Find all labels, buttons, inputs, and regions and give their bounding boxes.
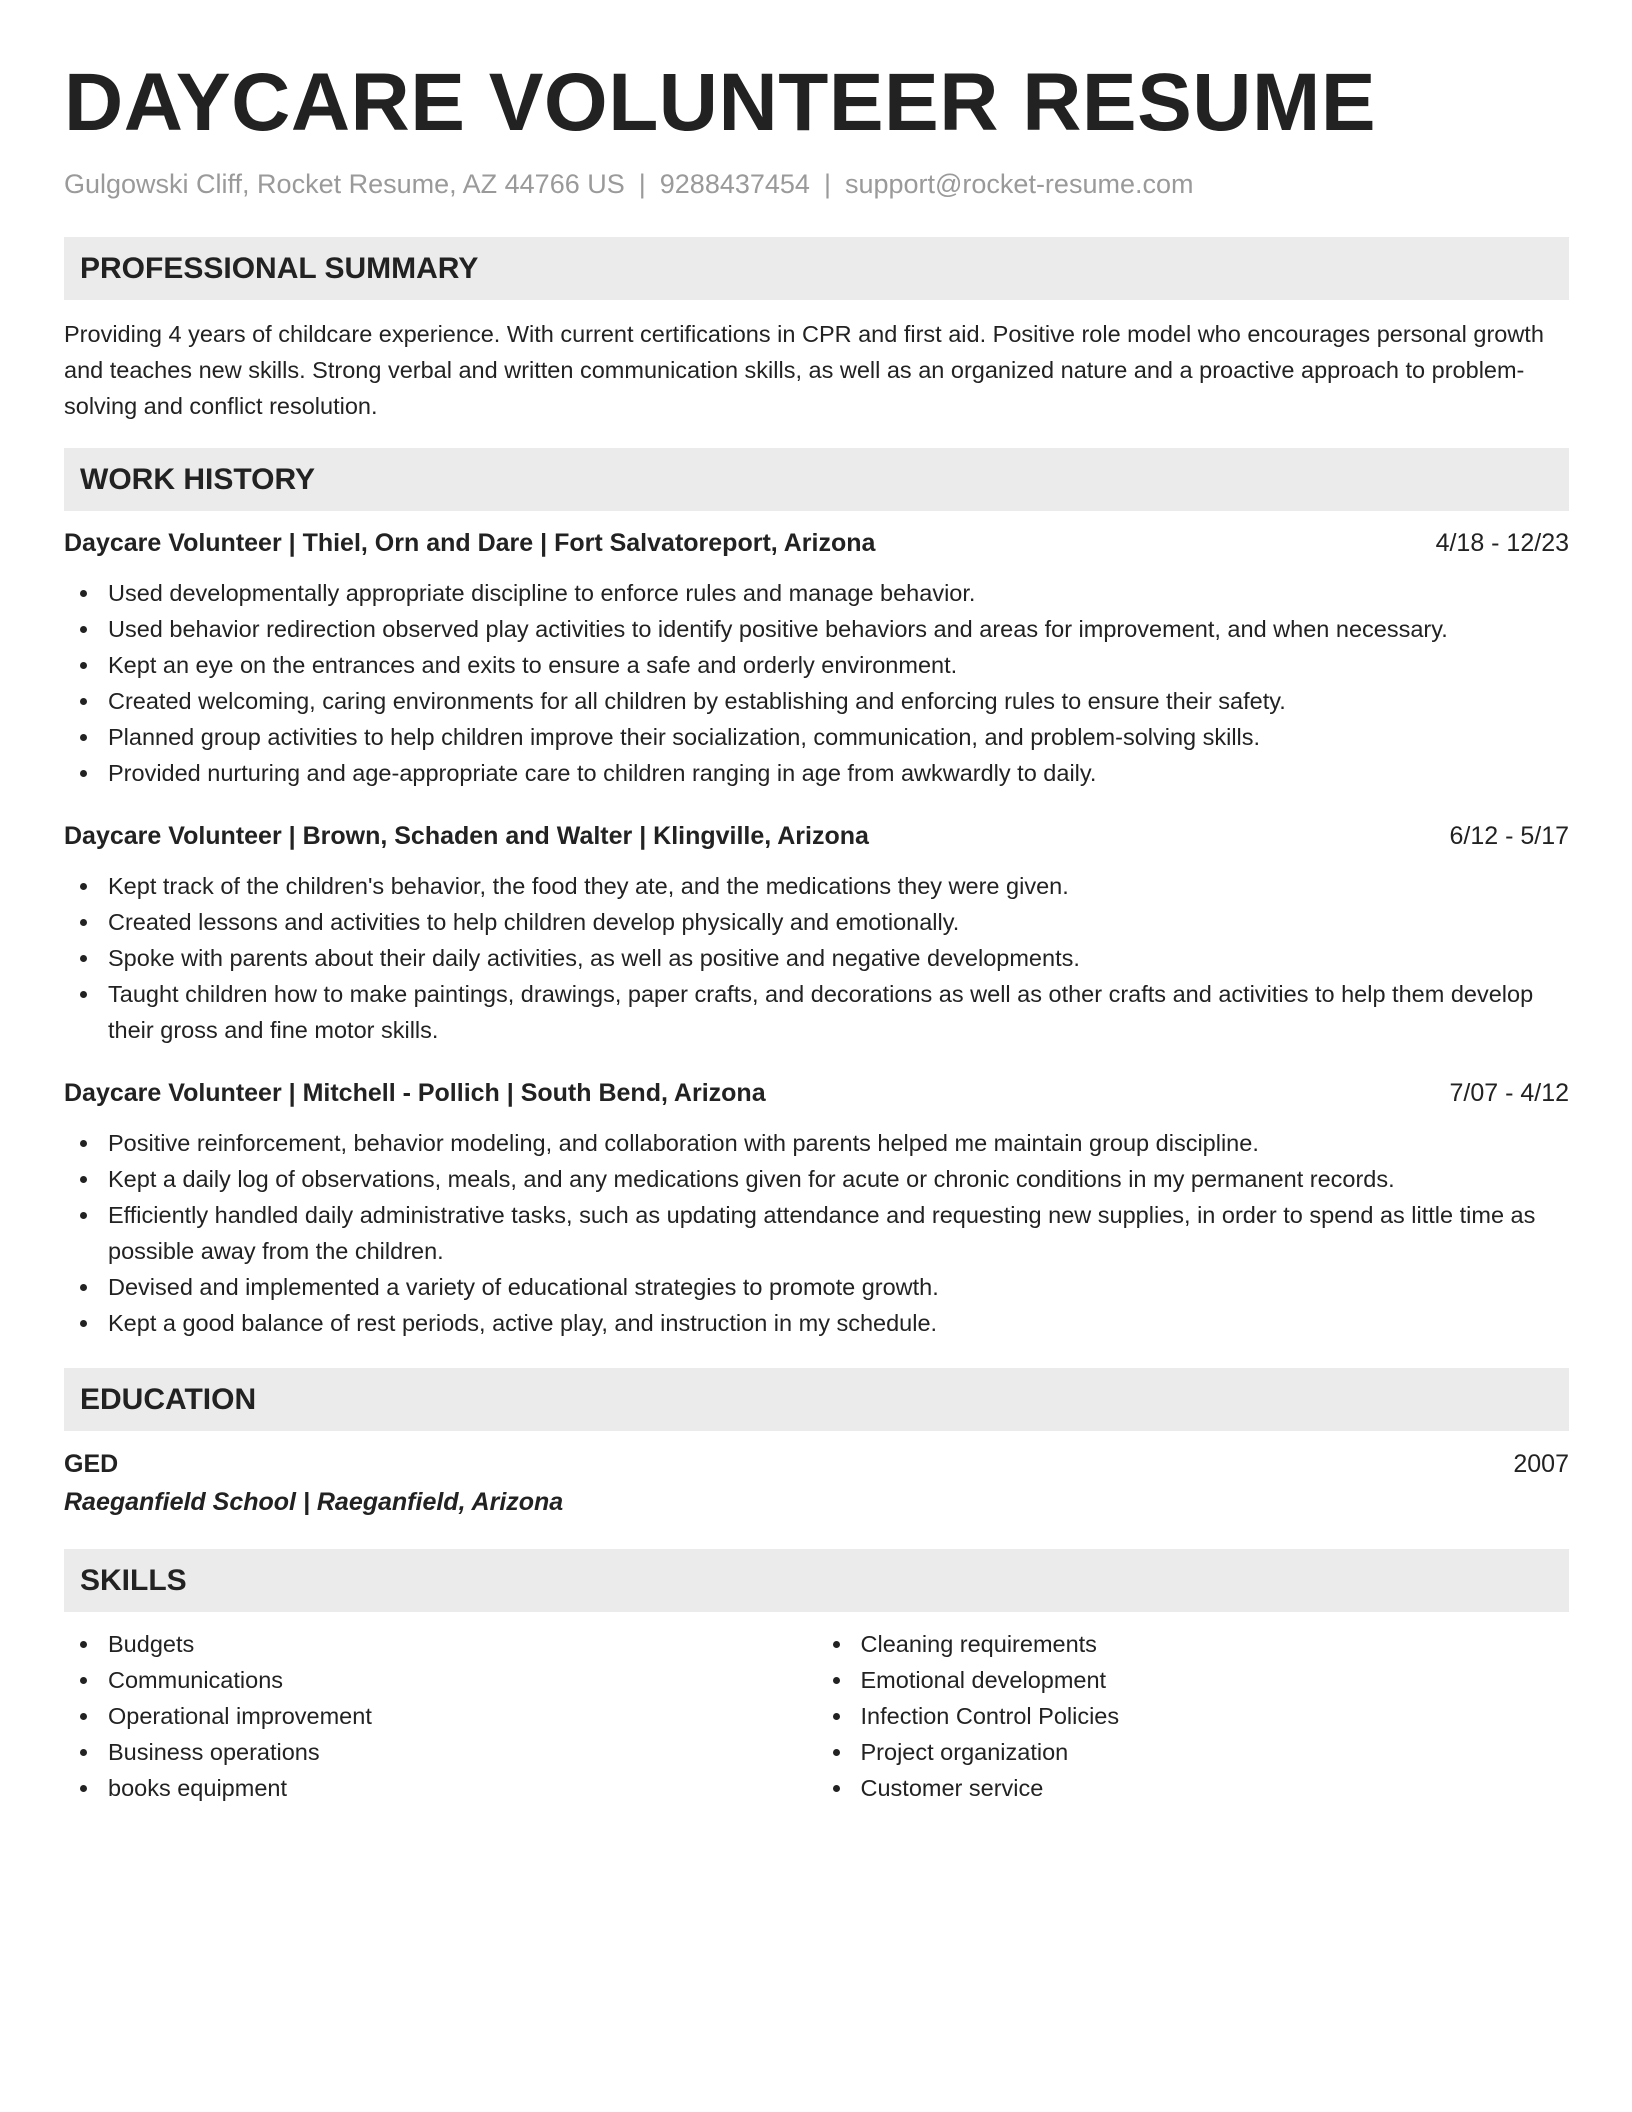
job-bullet: Created welcoming, caring environments for all children by establishing and enforcing rules to ensure their safety. bbox=[64, 683, 1569, 719]
job-header bbox=[64, 525, 1569, 561]
job-bullet: Used behavior redirection observed play activities to identify positive behaviors and areas for improvement, and when necessary. bbox=[64, 611, 1569, 647]
summary-section-header: PROFESSIONAL SUMMARY bbox=[64, 237, 1569, 300]
job-header bbox=[64, 818, 1569, 854]
education-degree: GED bbox=[64, 1450, 119, 1479]
contact-line bbox=[64, 168, 1569, 200]
education-entry bbox=[64, 1445, 1569, 1521]
job-bullet: Planned group activities to help children improve their socialization, communication, and problem-solving skills. bbox=[64, 719, 1569, 755]
skill-item: books equipment bbox=[64, 1770, 817, 1806]
job-dates: 4/18 - 12/23 bbox=[1435, 529, 1569, 558]
skill-item: Infection Control Policies bbox=[817, 1698, 1570, 1734]
skill-item: Customer service bbox=[817, 1770, 1570, 1806]
work-history-section-header: WORK HISTORY bbox=[64, 448, 1569, 511]
job-bullet: Created lessons and activities to help children develop physically and emotionally. bbox=[64, 904, 1569, 940]
job-dates: 7/07 - 4/12 bbox=[1449, 1079, 1569, 1108]
resume-title: DAYCARE VOLUNTEER RESUME bbox=[64, 57, 1377, 148]
job-bullet: Kept a good balance of rest periods, active play, and instruction in my schedule. bbox=[64, 1305, 1569, 1341]
skill-item: Operational improvement bbox=[64, 1698, 817, 1734]
contact-phone: 9288437454 bbox=[659, 169, 810, 199]
contact-separator: | bbox=[823, 169, 831, 199]
job-bullet: Kept a daily log of observations, meals, and any medications given for acute or chronic conditions in my permanent records. bbox=[64, 1161, 1569, 1197]
job-bullet: Positive reinforcement, behavior modeling, and collaboration with parents helped me maintain group discipline. bbox=[64, 1125, 1569, 1161]
job-bullet: Used developmentally appropriate discipline to enforce rules and manage behavior. bbox=[64, 575, 1569, 611]
education-header bbox=[64, 1445, 1569, 1483]
contact-separator: | bbox=[638, 169, 646, 199]
job-bullets bbox=[64, 868, 1569, 1048]
job-bullet: Kept track of the children's behavior, the food they ate, and the medications they were given. bbox=[64, 868, 1569, 904]
job-entry bbox=[64, 525, 1569, 791]
job-header bbox=[64, 1075, 1569, 1111]
job-bullet: Kept an eye on the entrances and exits to ensure a safe and orderly environment. bbox=[64, 647, 1569, 683]
skill-item: Cleaning requirements bbox=[817, 1626, 1570, 1662]
education-school: Raeganfield School | Raeganfield, Arizona bbox=[64, 1488, 564, 1517]
skill-item: Budgets bbox=[64, 1626, 817, 1662]
job-title: Daycare Volunteer | Brown, Schaden and Walter | Klingville, Arizona bbox=[64, 822, 869, 851]
skills-column-left bbox=[64, 1626, 817, 1806]
job-title: Daycare Volunteer | Thiel, Orn and Dare | Fort Salvatoreport, Arizona bbox=[64, 529, 876, 558]
job-bullet: Provided nurturing and age-appropriate care to children ranging in age from awkwardly to daily. bbox=[64, 755, 1569, 791]
job-dates: 6/12 - 5/17 bbox=[1449, 822, 1569, 851]
education-year: 2007 bbox=[1513, 1450, 1569, 1479]
skill-item: Business operations bbox=[64, 1734, 817, 1770]
skill-item: Emotional development bbox=[817, 1662, 1570, 1698]
job-entry bbox=[64, 818, 1569, 1048]
skills-column-right bbox=[817, 1626, 1570, 1806]
job-entry bbox=[64, 1075, 1569, 1341]
contact-address: Gulgowski Cliff, Rocket Resume, AZ 44766 US bbox=[64, 169, 625, 199]
job-bullets bbox=[64, 1125, 1569, 1341]
skill-item: Communications bbox=[64, 1662, 817, 1698]
job-bullet: Spoke with parents about their daily activities, as well as positive and negative developments. bbox=[64, 940, 1569, 976]
skills-section-header: SKILLS bbox=[64, 1549, 1569, 1612]
job-title: Daycare Volunteer | Mitchell - Pollich | South Bend, Arizona bbox=[64, 1079, 766, 1108]
job-bullet: Devised and implemented a variety of educational strategies to promote growth. bbox=[64, 1269, 1569, 1305]
skills-list bbox=[64, 1626, 1569, 1806]
education-section-header: EDUCATION bbox=[64, 1368, 1569, 1431]
job-bullet: Taught children how to make paintings, drawings, paper crafts, and decorations as well as other crafts and activities to help them develop their gross and fine motor skills. bbox=[64, 976, 1569, 1048]
summary-text: Providing 4 years of childcare experience. With current certifications in CPR and first aid. Positive role model who encourages personal growth and teaches new skills. Strong verbal and written communication skills, as well as an organized nature and a proactive approach to problem-solving and conflict resolution. bbox=[64, 321, 1544, 420]
skill-item: Project organization bbox=[817, 1734, 1570, 1770]
job-bullets bbox=[64, 575, 1569, 791]
contact-email: support@rocket-resume.com bbox=[844, 169, 1194, 199]
job-bullet: Efficiently handled daily administrative tasks, such as updating attendance and requesting new supplies, in order to spend as little time as possible away from the children. bbox=[64, 1197, 1569, 1269]
